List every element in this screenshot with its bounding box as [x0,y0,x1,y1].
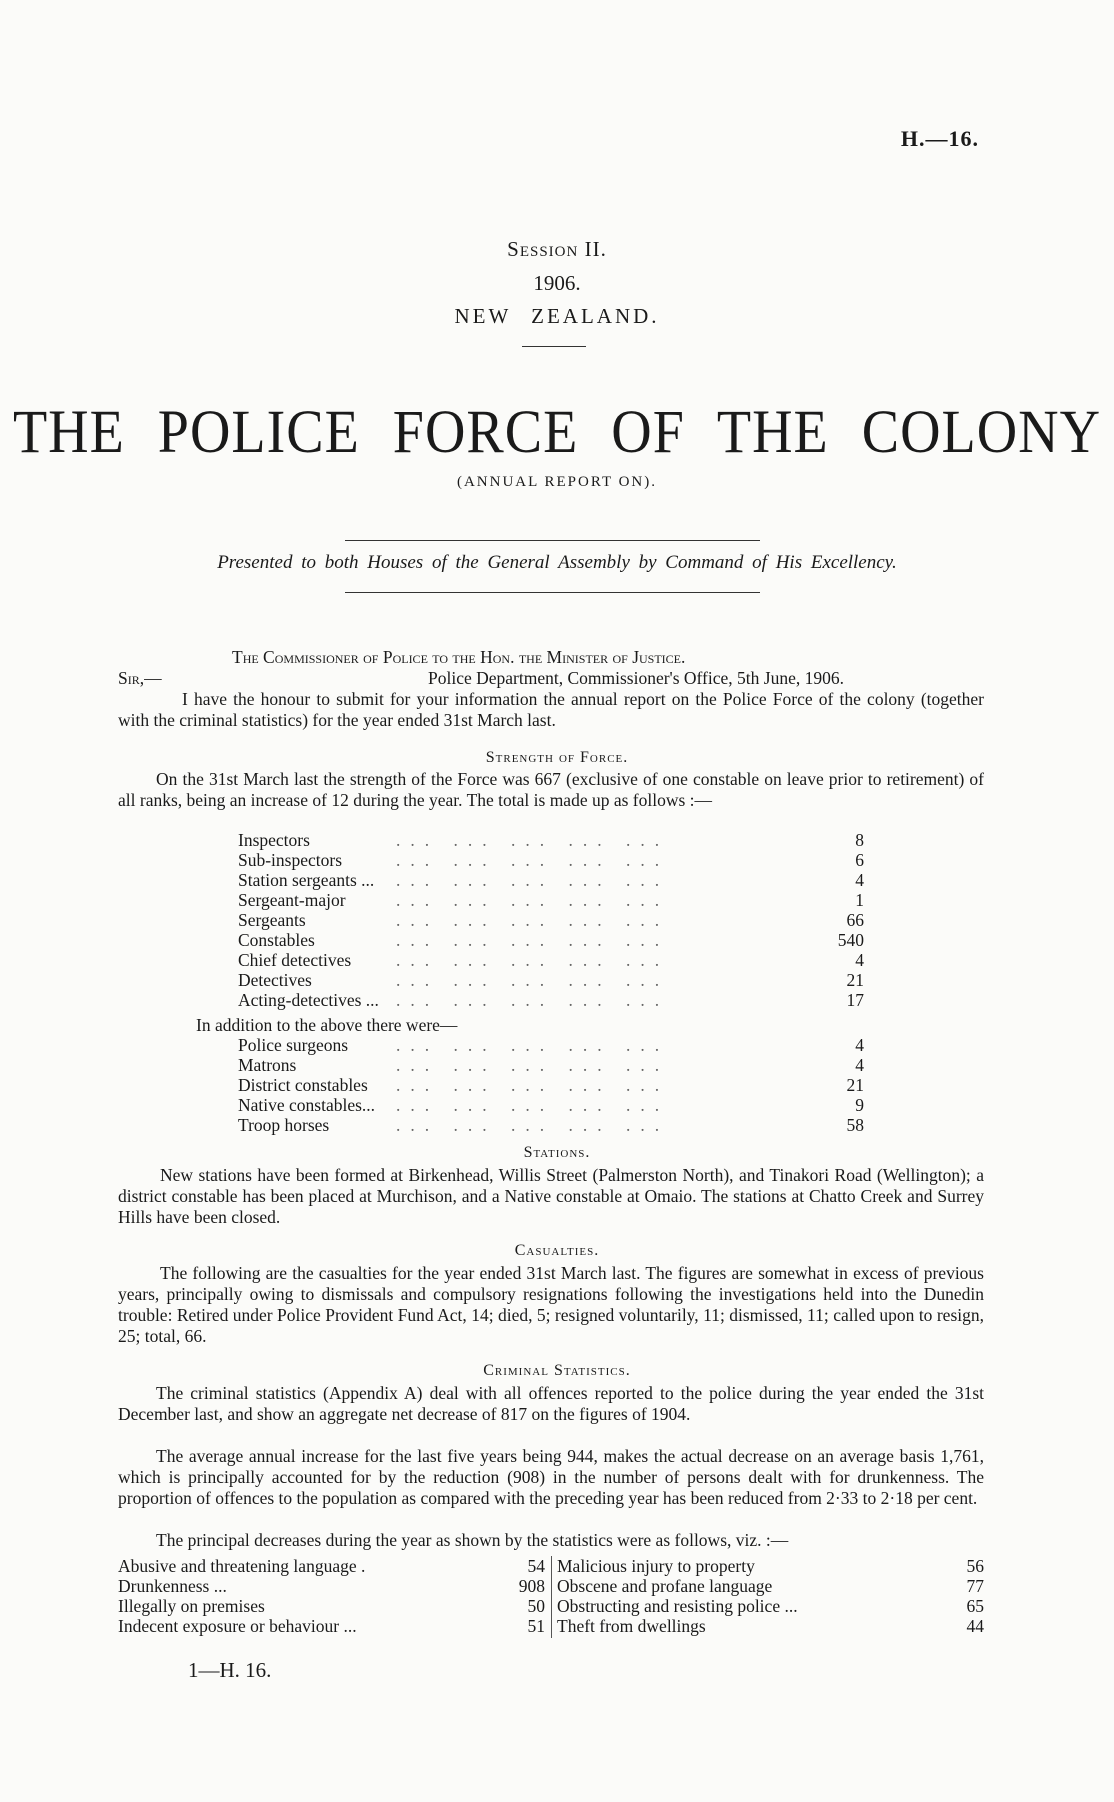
additional-label: Police surgeons [238,1035,349,1055]
leader-dots: ... ... ... ... ... [396,950,670,970]
casualties-paragraph: The following are the casualties for the year ended 31st March last. The figures are somewhat in excess of previous years, principally owing to dismissals and compulsory resignations following the investigations held into the Dunedin trouble: Retired under Police Provident Fund Act, 14; died, 5; resigned voluntarily, 11; dismissed, 11; called upon to resign, 25; total, 66. [118,1263,984,1346]
offence-left-row [118,1596,545,1616]
rank-row [238,990,864,1010]
offence-right-row [557,1556,984,1576]
additional-row [238,1115,864,1135]
leader-dots: ... ... ... ... ... [396,850,670,870]
leader-dots: ... ... ... ... ... [396,1055,670,1075]
leader-dots: ... ... ... ... ... [396,1075,670,1095]
page-reference: H.—16. [900,126,979,151]
offence-right-value: 44 [966,1616,984,1636]
rank-row [238,970,864,990]
rank-row [238,910,864,930]
country-label: NEW ZEALAND. [454,304,660,328]
rank-label: Station sergeants ... [238,870,375,890]
criminal-heading: Criminal Statistics. [483,1362,631,1379]
criminal-paragraph-3: The principal decreases during the year as shown by the statistics were as follows, viz. :— [156,1530,789,1550]
offence-right-value: 65 [966,1596,984,1616]
rank-value: 21 [846,970,864,990]
stations-paragraph: New stations have been formed at Birkenhead, Willis Street (Palmerston North), and Tinakori Road (Wellington); a district constable has been placed at Murchison, and a Native constable at Omaio. The stations at Chatto Creek and Surrey Hills have been closed. [118,1165,984,1227]
offence-right-value: 56 [966,1556,984,1576]
offence-left-row [118,1556,545,1576]
rank-row [238,870,864,890]
rank-label: Sergeant-major [238,890,346,910]
offence-left-value: 51 [527,1616,545,1636]
addition-label: In addition to the above there were— [196,1015,458,1035]
additional-label: Native constables... [238,1095,376,1115]
offence-left-label: Drunkenness ... [118,1576,227,1596]
leader-dots: ... ... ... ... ... [396,910,670,930]
rank-value: 1 [855,890,864,910]
dateline: Police Department, Commissioner's Office, 5th June, 1906. [428,668,844,688]
additional-value: 4 [855,1055,864,1075]
rank-row [238,930,864,950]
leader-dots: ... ... ... ... ... [396,1095,670,1115]
offence-right-row [557,1576,984,1596]
leader-dots: ... ... ... ... ... [396,990,670,1010]
leader-dots: ... ... ... ... ... [396,970,670,990]
column-divider [551,1556,552,1638]
leader-dots: ... ... ... ... ... [396,890,670,910]
offence-left-value: 54 [527,1556,545,1576]
offence-right-label: Obstructing and resisting police ... [557,1596,798,1616]
rank-value: 6 [855,850,864,870]
additional-row [238,1075,864,1095]
additional-label: Matrons [238,1055,297,1075]
rank-label: Acting-detectives ... [238,990,379,1010]
leader-dots: ... ... ... ... ... [396,870,670,890]
additional-row [238,1095,864,1115]
page-footer: 1—H. 16. [188,1658,272,1682]
additional-value: 58 [846,1115,864,1135]
offence-left-label: Indecent exposure or behaviour ... [118,1616,357,1636]
offence-left-label: Illegally on premises [118,1596,265,1616]
rank-row [238,950,864,970]
top-divider [345,540,760,541]
short-divider [522,346,586,347]
strength-heading: Strength of Force. [485,749,629,766]
criminal-paragraph-2: The average annual increase for the last five years being 944, makes the actual decrease on an average basis 1,761, which is principally accounted for by the reduction (908) in the number of persons dealt with for drunkenness. The proportion of offences to the population as compared with the preceding year has been reduced from 2·33 to 2·18 per cent. [118,1446,984,1508]
offence-left-row [118,1576,545,1596]
rank-value: 17 [846,990,864,1010]
rank-label: Sub-inspectors [238,850,343,870]
year-label: 1906. [533,271,581,295]
offence-right-value: 77 [966,1576,984,1596]
leader-dots: ... ... ... ... ... [396,1115,670,1135]
session-label: Session II. [507,237,607,261]
additional-row [238,1035,864,1055]
presented-line: Presented to both Houses of the General Assembly by Command of His Excellency. [217,552,897,573]
bottom-divider [345,592,760,593]
rank-row [238,850,864,870]
document-title: THE POLICE FORCE OF THE COLONY [12,397,1102,467]
offence-right-row [557,1616,984,1636]
intro-paragraph: I have the honour to submit for your information the annual report on the Police Force of the colony (together with the criminal statistics) for the year ended 31st March last. [118,689,984,730]
salutation: Sir,— [118,668,162,688]
additional-label: District constables [238,1075,368,1095]
additional-label: Troop horses [238,1115,330,1135]
leader-dots: ... ... ... ... ... [396,930,670,950]
offence-right-row [557,1596,984,1616]
additional-row [238,1055,864,1075]
offence-left-value: 50 [527,1596,545,1616]
rank-label: Constables [238,930,315,950]
leader-dots: ... ... ... ... ... [396,830,670,850]
rank-row [238,830,864,850]
rank-value: 66 [846,910,864,930]
offence-right-label: Malicious injury to property [557,1556,755,1576]
leader-dots: ... ... ... ... ... [396,1035,670,1055]
additional-value: 9 [855,1095,864,1115]
rank-label: Chief detectives [238,950,352,970]
rank-row [238,890,864,910]
document-subtitle: (ANNUAL REPORT ON). [456,474,657,490]
rank-label: Sergeants [238,910,306,930]
criminal-paragraph-1: The criminal statistics (Appendix A) deal with all offences reported to the police during the year ended the 31st December last, and show an aggregate net decrease of 817 on the figures of 1904. [118,1383,984,1424]
strength-paragraph: On the 31st March last the strength of the Force was 667 (exclusive of one constable on leave prior to retirement) of all ranks, being an increase of 12 during the year. The total is made up as follows :— [118,769,984,810]
casualties-heading: Casualties. [514,1242,600,1259]
offence-right-label: Theft from dwellings [557,1616,706,1636]
rank-label: Detectives [238,970,312,990]
rank-label: Inspectors [238,830,310,850]
offence-right-label: Obscene and profane language [557,1576,773,1596]
additional-value: 4 [855,1035,864,1055]
rank-value: 8 [855,830,864,850]
rank-value: 4 [855,870,864,890]
offence-left-label: Abusive and threatening language . [118,1556,366,1576]
offence-left-row [118,1616,545,1636]
stations-heading: Stations. [523,1144,591,1161]
rank-value: 540 [837,930,864,950]
rank-value: 4 [855,950,864,970]
additional-value: 21 [846,1075,864,1095]
address-line: The Commissioner of Police to the Hon. the Minister of Justice. [232,647,686,667]
offence-left-value: 908 [518,1576,545,1596]
